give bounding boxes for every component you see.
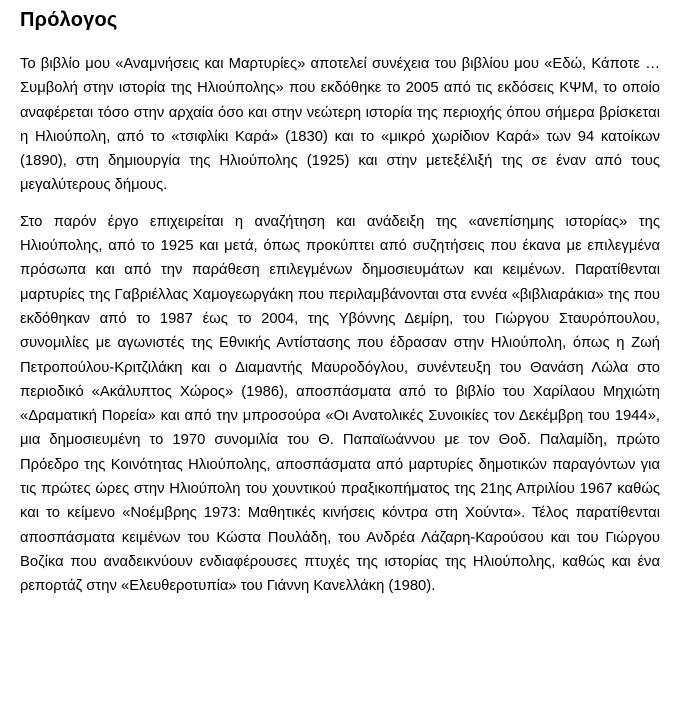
paragraph-2: Στο παρόν έργο επιχειρείται η αναζήτηση και ανάδειξη της «ανεπίσημης ιστορίας» της Ηλιούπολης, από το 1925 και μετά, όπως προκύπτει από συζητήσεις που έκανα με επιλεγμένα πρόσωπα και από την παράθεση επιλεγμένων δημοσιευμάτων και κειμένων. Παρατίθενται μαρτυρίες της Γαβριέλλας Χαμογεωργάκη που περιλαμβάνονται στα εννέα «βιβλιαράκια» της που εκδόθηκαν από το 1987 έως το 2004, της Υβόννης Δεμίρη, του Γιώργου Σταυρόπουλου, συνομιλίες με αγωνιστές της Εθνικής Αντίστασης που έδρασαν στην Ηλιούπολη, όπως η Ζωή Πετροπούλου-Κριτζιλάκη και ο Διαμαντής Μαυροδόγλου, συνέντευξη του Θανάση Λώλα στο περιοδικό «Ακάλυπτος Χώρος» (1986), αποσπάσματα από το βιβλίο του Χαρίλαου Μηχιώτη «Δραματική Πορεία» και από την μπροσούρα «Οι Ανατολικές Συνοικίες τον Δεκέμβρη του 1944», μια δημοσιευμένη το 1970 συνομιλία του Θ. Παπαϊωάννου με τον Θοδ. Παλαμίδη, πρώτο Πρόεδρο της Κοινότητας Ηλιούπολης, αποσπάσματα από μαρτυρίες δημοτικών παραγόντων για τις πρώτες ώρες στην Ηλιούπολη του χουντικού πραξικοπήματος της 21ης Απριλίου 1967 καθώς και το κείμενο «Νοέμβρης 1973: Μαθητικές κινήσεις κόντρα στη Χούντα». Τέλος παρατίθενται αποσπάσματα κειμένων του Κώστα Πουλάδη, του Ανδρέα Λάζαρη-Καρούσου και του Γιώργου Βοζίκα που αναδεικνύουν ενδιαφέρουσες πτυχές της ιστορίας της Ηλιούπολης, καθώς και ένα ρεπορτάζ στην «Ελευθεροτυπία» του Γιάννη Κανελλάκη (1980). [20, 213, 660, 595]
paragraph-1: Το βιβλίο μου «Αναμνήσεις και Μαρτυρίες» αποτελεί συνέχεια του βιβλίου μου «Εδώ, Κάποτε …Συμβολή στην ιστορία της Ηλιούπολης» που εκδόθηκε το 2005 από τις εκδόσεις ΚΨΜ, το οποίο αναφέρεται τόσο στην αρχαία όσο και στην νεώτερη ιστορία της περιοχής όπου σήμερα βρίσκεται η Ηλιούπολη, από το «τσιφλίκι Καρά» (1830) και το «μικρό χωρίδιον Καρά» των 94 κατοίκων (1890), στη δημιουργία της Ηλιούπολης (1925) και στην μετεξέλιξή της σε έναν από τους μεγαλύτερους δήμους. [20, 56, 660, 194]
page-title: Πρόλογος [20, 9, 118, 31]
document-page [20, 8, 660, 599]
